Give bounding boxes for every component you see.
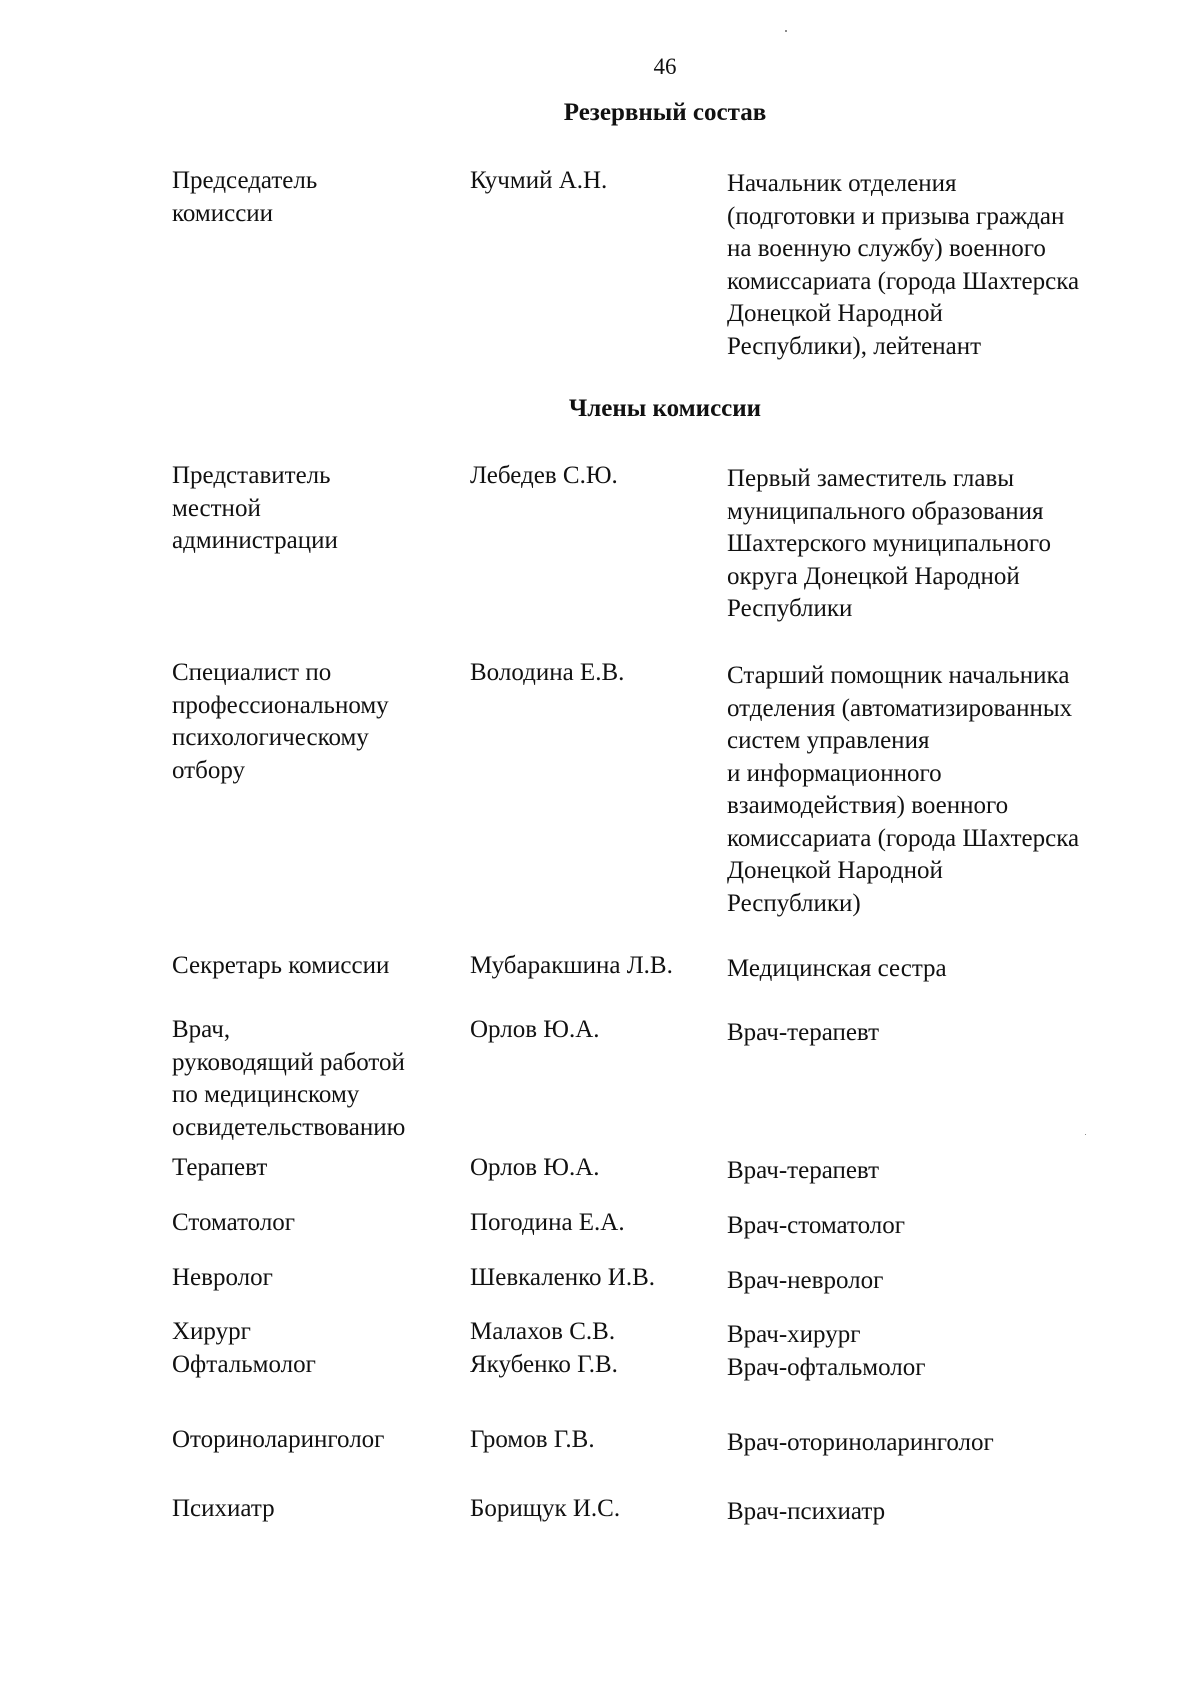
member-role: Представитель местной администрации	[172, 462, 338, 554]
member-name: Мубаракшина Л.В.	[470, 952, 673, 979]
scan-speck	[785, 30, 787, 32]
member-position: Врач-хирург	[727, 1321, 861, 1348]
member-name: Лебедев С.Ю.	[470, 462, 618, 489]
member-name: Володина Е.В.	[470, 659, 625, 686]
member-role: Хирург	[172, 1318, 251, 1345]
member-role: Секретарь комиссии	[172, 952, 390, 979]
member-name: Якубенко Г.В.	[470, 1351, 618, 1378]
member-role: Офтальмолог	[172, 1351, 316, 1378]
member-position: Врач-терапевт	[727, 1157, 880, 1184]
member-role: Стоматолог	[172, 1209, 296, 1236]
member-name: Борищук И.С.	[470, 1495, 621, 1522]
member-name: Орлов Ю.А.	[470, 1016, 600, 1043]
member-name: Шевкаленко И.В.	[470, 1264, 656, 1291]
member-position: Начальник отделения (подготовки и призыва граждан на военную службу) военного комиссариата (города Шахтерска Донецкой Народной Республики), лейтенант	[727, 170, 1080, 360]
member-role: Оториноларинголог	[172, 1426, 385, 1453]
section-heading-reserve: Резервный состав	[563, 99, 767, 126]
scan-speck	[1085, 1134, 1086, 1135]
member-name: Малахов С.В.	[470, 1318, 616, 1345]
page-number: 46	[653, 54, 677, 79]
member-role: Председатель комиссии	[172, 167, 318, 227]
member-position: Врач-оториноларинголог	[727, 1429, 994, 1456]
member-name: Погодина Е.А.	[470, 1209, 625, 1236]
member-role: Врач, руководящий работой по медицинскому освидетельствованию	[172, 1016, 406, 1141]
member-role: Невролог	[172, 1264, 273, 1291]
member-name: Громов Г.В.	[470, 1426, 595, 1453]
member-position: Врач-терапевт	[727, 1019, 880, 1046]
member-role: Терапевт	[172, 1154, 268, 1181]
section-heading-members: Члены комиссии	[568, 395, 762, 422]
member-position: Врач-стоматолог	[727, 1212, 905, 1239]
member-name: Орлов Ю.А.	[470, 1154, 600, 1181]
member-position: Врач-психиатр	[727, 1498, 886, 1525]
member-role: Психиатр	[172, 1495, 275, 1522]
member-position: Врач-офтальмолог	[727, 1354, 926, 1381]
member-name: Кучмий А.Н.	[470, 167, 608, 194]
member-position: Медицинская сестра	[727, 955, 947, 982]
member-position: Врач-невролог	[727, 1267, 884, 1294]
member-role: Специалист по профессиональному психологическому отбору	[172, 659, 389, 784]
member-position: Старший помощник начальника отделения (автоматизированных систем управления и информационного взаимодействия) военного комиссариата (города Шахтерска Донецкой Народной Республики)	[727, 662, 1080, 917]
member-position: Первый заместитель главы муниципального образования Шахтерского муниципального округа Донецкой Народной Республики	[727, 465, 1051, 622]
